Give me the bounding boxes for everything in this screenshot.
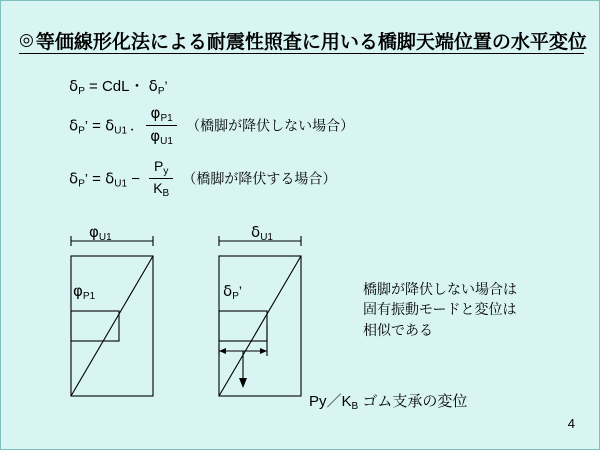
right-mode-shape-line bbox=[219, 256, 301, 396]
left-figure bbox=[71, 236, 153, 396]
eq2-lhs-sub: P bbox=[78, 125, 85, 137]
eq3-lhs-sub: P bbox=[78, 178, 85, 190]
eq3-frac-num-sub: y bbox=[163, 166, 169, 177]
delta-u1-symbol: δ bbox=[251, 223, 261, 241]
delta-u1-sub: U1 bbox=[260, 232, 273, 243]
explanation-line-1: 橋脚が降伏しない場合は bbox=[363, 281, 517, 297]
eq1-lhs-symbol: δ bbox=[69, 77, 79, 95]
eq2-lhs-prime: ’ bbox=[84, 117, 88, 134]
eq1-rhs-sub: P bbox=[157, 86, 165, 97]
eq3-term-symbol: δ bbox=[105, 169, 115, 188]
left-mode-shape-line bbox=[71, 256, 153, 396]
equation-3 bbox=[69, 159, 336, 200]
eq1-rhs-symbol: δ bbox=[148, 77, 158, 95]
equation-2 bbox=[69, 105, 354, 148]
eq2-frac-numerator bbox=[146, 104, 177, 125]
eq2-frac-num-sub: P1 bbox=[160, 113, 173, 124]
eq2-frac-num-symbol: φ bbox=[150, 104, 161, 122]
eq3-lhs-prime: ’ bbox=[84, 170, 88, 187]
explanation-line-2: 固有振動モードと変位は bbox=[363, 301, 517, 318]
eq2-frac-denominator bbox=[146, 125, 177, 147]
eq3-frac-numerator bbox=[149, 158, 173, 178]
delta-p-symbol: δ bbox=[223, 282, 233, 300]
eq3-lhs-symbol: δ bbox=[69, 169, 79, 188]
bearing-displacement-caption bbox=[309, 390, 467, 412]
bearing-caption-main: Py／K bbox=[309, 393, 352, 410]
eq3-frac-denominator bbox=[149, 178, 173, 199]
eq3-equals: = bbox=[92, 170, 101, 188]
page-title bbox=[19, 23, 589, 57]
eq1-equals: = CdL・ bbox=[89, 78, 145, 95]
delta-p-prime: ’ bbox=[238, 283, 242, 299]
eq2-frac-den-symbol: φ bbox=[150, 127, 161, 145]
eq3-fraction bbox=[149, 158, 173, 199]
phi-p1-symbol: φ bbox=[73, 282, 83, 300]
py-kb-dimension bbox=[219, 348, 267, 388]
eq2-fraction bbox=[146, 104, 177, 147]
bearing-caption-sub: B bbox=[351, 401, 359, 412]
page-title-text: 等価線形化法による耐震性照査に用いる橋脚天端位置の水平変位 bbox=[35, 31, 587, 53]
phi-p1-sub: P1 bbox=[82, 291, 96, 302]
equation-1 bbox=[69, 75, 168, 97]
eq3-frac-den: K bbox=[153, 180, 163, 196]
eq2-dot: ・ bbox=[127, 125, 138, 137]
eq3-minus: − bbox=[131, 170, 141, 188]
eq2-term-sub: U1 bbox=[114, 125, 128, 137]
eq3-frac-den-sub: B bbox=[162, 188, 170, 199]
eq1-lhs-sub: P bbox=[78, 86, 85, 97]
py-kb-arrow-head-left bbox=[219, 348, 226, 354]
phi-u1-symbol: φ bbox=[89, 223, 99, 241]
eq2-frac-den-sub: U1 bbox=[160, 136, 173, 147]
page-number: 4 bbox=[567, 416, 575, 431]
eq3-term-sub: U1 bbox=[114, 178, 128, 190]
py-kb-leader-arrow bbox=[239, 378, 247, 388]
eq3-note: （橋脚が降伏する場合） bbox=[182, 170, 337, 187]
title-divider bbox=[19, 53, 584, 54]
bullet-icon: ◎ bbox=[19, 29, 34, 50]
phi-u1-sub: U1 bbox=[98, 232, 112, 243]
delta-p-sub: P bbox=[232, 291, 239, 302]
eq2-lhs-symbol: δ bbox=[69, 116, 79, 135]
right-figure bbox=[219, 236, 301, 396]
py-kb-arrow-head-right bbox=[260, 348, 267, 354]
eq2-note: （橋脚が降伏しない場合） bbox=[186, 117, 355, 134]
explanation-line-3: 相似である bbox=[363, 321, 433, 338]
explanation-text bbox=[363, 279, 517, 340]
eq2-term-symbol: δ bbox=[105, 116, 115, 135]
eq1-rhs-prime: ’ bbox=[164, 78, 168, 94]
eq3-frac-num: P bbox=[154, 158, 164, 174]
eq2-equals: = bbox=[92, 117, 101, 135]
bearing-caption-rest: ゴム支承の変位 bbox=[358, 393, 468, 410]
